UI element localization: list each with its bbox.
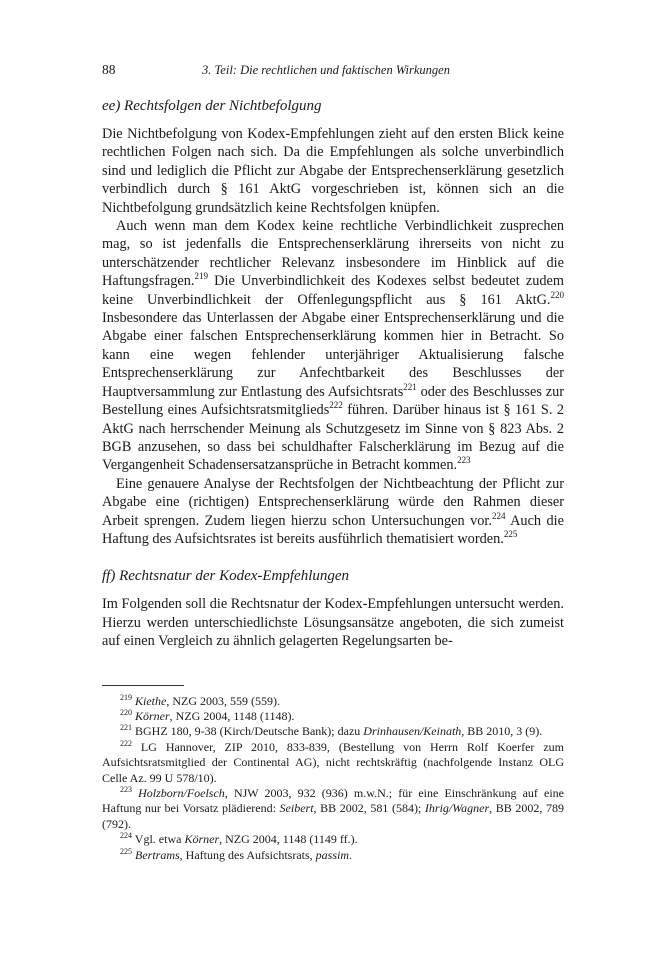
footnote-ref-223[interactable]: 223 xyxy=(457,455,471,466)
footnote-221: $^{221}$ BGHZ 180, 9-38 (Kirch/Deutsche Bank); dazu Drinhausen/Keinath, BB 2010, 3 (9). xyxy=(120,723,543,739)
footnote-ref-221[interactable]: 221 xyxy=(403,381,417,392)
footnote-ref-220[interactable]: 220 xyxy=(550,289,564,300)
footnote-223: $^{223}$ Holzborn/Foelsch, NJW 2003, 932 (936) m.w.N.; für eine Einschränkung auf eine Haftung nur bei Vorsatz plädierend: Seibert, BB 2002, 581 (584); Ihrig/Wagner, BB 2002, 789 (792). xyxy=(102,785,565,831)
footnote-222: $^{222}$ LG Hannover, ZIP 2010, 833-839, (Bestellung von Herrn Rolf Koerfer zum Aufsichtsratsmitglied der Continental AG), nicht rechtskräftig (nachfolgende Instanz OLG Celle Az. 99 U 578/10). xyxy=(102,738,564,785)
section-heading-ee: ee) Rechtsfolgen der Nichtbefolgung xyxy=(102,98,322,114)
paragraph-1: Die Nichtbefolgung von Kodex-Empfehlungen zieht auf den ersten Blick keine rechtlichen Folgen nach sich. Da die Empfehlungen als solche unverbindlich sind und lediglich die Pflicht zur Abgabe der Entsprechenserklärung gesetzlich verbindlich durch § 161 AktG vorgeschrieben ist, können sich an die Nichtbefolgung grundsätzlich keine Rechtsfolgen knüpfen. xyxy=(102,126,564,216)
footnote-225: $^{225}$ Bertrams, Haftung des Aufsichtsrats, passim. xyxy=(120,846,352,862)
page-number: 88 xyxy=(102,62,116,77)
footnote-ref-222[interactable]: 222 xyxy=(329,400,343,411)
footnote-219: $^{219}$ Kiethe, NZG 2003, 559 (559). xyxy=(120,692,280,708)
footnote-ref-224[interactable]: 224 xyxy=(491,510,506,521)
footnote-divider xyxy=(102,685,184,686)
footnote-224: $^{224}$ Vgl. etwa Körner, NZG 2004, 1148 (1149 ff.). xyxy=(120,831,358,847)
footnote-ref-225[interactable]: 225 xyxy=(503,528,518,539)
footnote-220: $^{220}$ Körner, NZG 2004, 1148 (1148). xyxy=(120,707,295,723)
running-title: 3. Teil: Die rechtlichen und faktischen Wirkungen xyxy=(202,63,450,77)
section-heading-ff: ff) Rechtsnatur der Kodex-Empfehlungen xyxy=(102,568,350,585)
paragraph-3: Eine genauere Analyse der Rechtsfolgen der Nichtbeachtung der Pflicht zur Abgabe eine (richtigen) Entsprechenserklärung würde den Rahmen dieser Arbeit sprengen. Zudem liegen hierzu schon Untersuchungen vor.$^{224}$ Auch die Haftung des Aufsichtsrates ist bereits ausführlich thematisiert worden.$^{225}$ xyxy=(102,475,564,547)
footnote-ref-219[interactable]: 219 xyxy=(194,271,208,282)
page-header xyxy=(102,62,564,84)
book-page xyxy=(102,62,564,863)
paragraph-2: Auch wenn man dem Kodex keine rechtliche Verbindlichkeit zusprechen mag, so ist jedenfalls die Entsprechenserklärung ihrerseits von nicht zu unterschätzender rechtlicher Relevanz insbesondere im Hinblick auf die Haftungsfragen.$^{219}$ Die Unverbindlichkeit des Kodexes selbst bedeutet zudem keine Unverbindlichkeit der Offenlegungspflicht aus § 161 AktG.$^{220}$ Insbesondere das Unterlassen der Abgabe einer Entsprechenserklärung und die Abgabe einer falschen Entsprechenserklärung kommen hier in Betracht. So kann eine wegen fehlender unterjähriger Aktualisierung falsche Entsprechenserklärung zur Anfechtbarkeit des Beschlusses der Hauptversammlung zur Entlastung des Aufsichtsrats$^{221}$ oder des Beschlusses zur Bestellung eines Aufsichtsratsmitglieds$^{222}$ führen. Darüber hinaus ist § 161 S. 2 AktG nach herrschender Meinung als Schutzgesetz im Sinne von § 823 Abs. 2 BGB anzusehen, so dass bei schuldhafter Falscherklärung im Bezug auf die Vergangenheit Schadensersatzansprüche in Betracht kommen.$^{223}$ xyxy=(102,218,565,474)
paragraph-4: Im Folgenden soll die Rechtsnatur der Kodex-Empfehlungen untersucht werden. Hierzu werden unterschiedlichste Lösungsansätze angeboten, die sich zumeist auf einen Vergleich zu ähnlich gelagerten Regelungsarten be- xyxy=(102,596,564,650)
